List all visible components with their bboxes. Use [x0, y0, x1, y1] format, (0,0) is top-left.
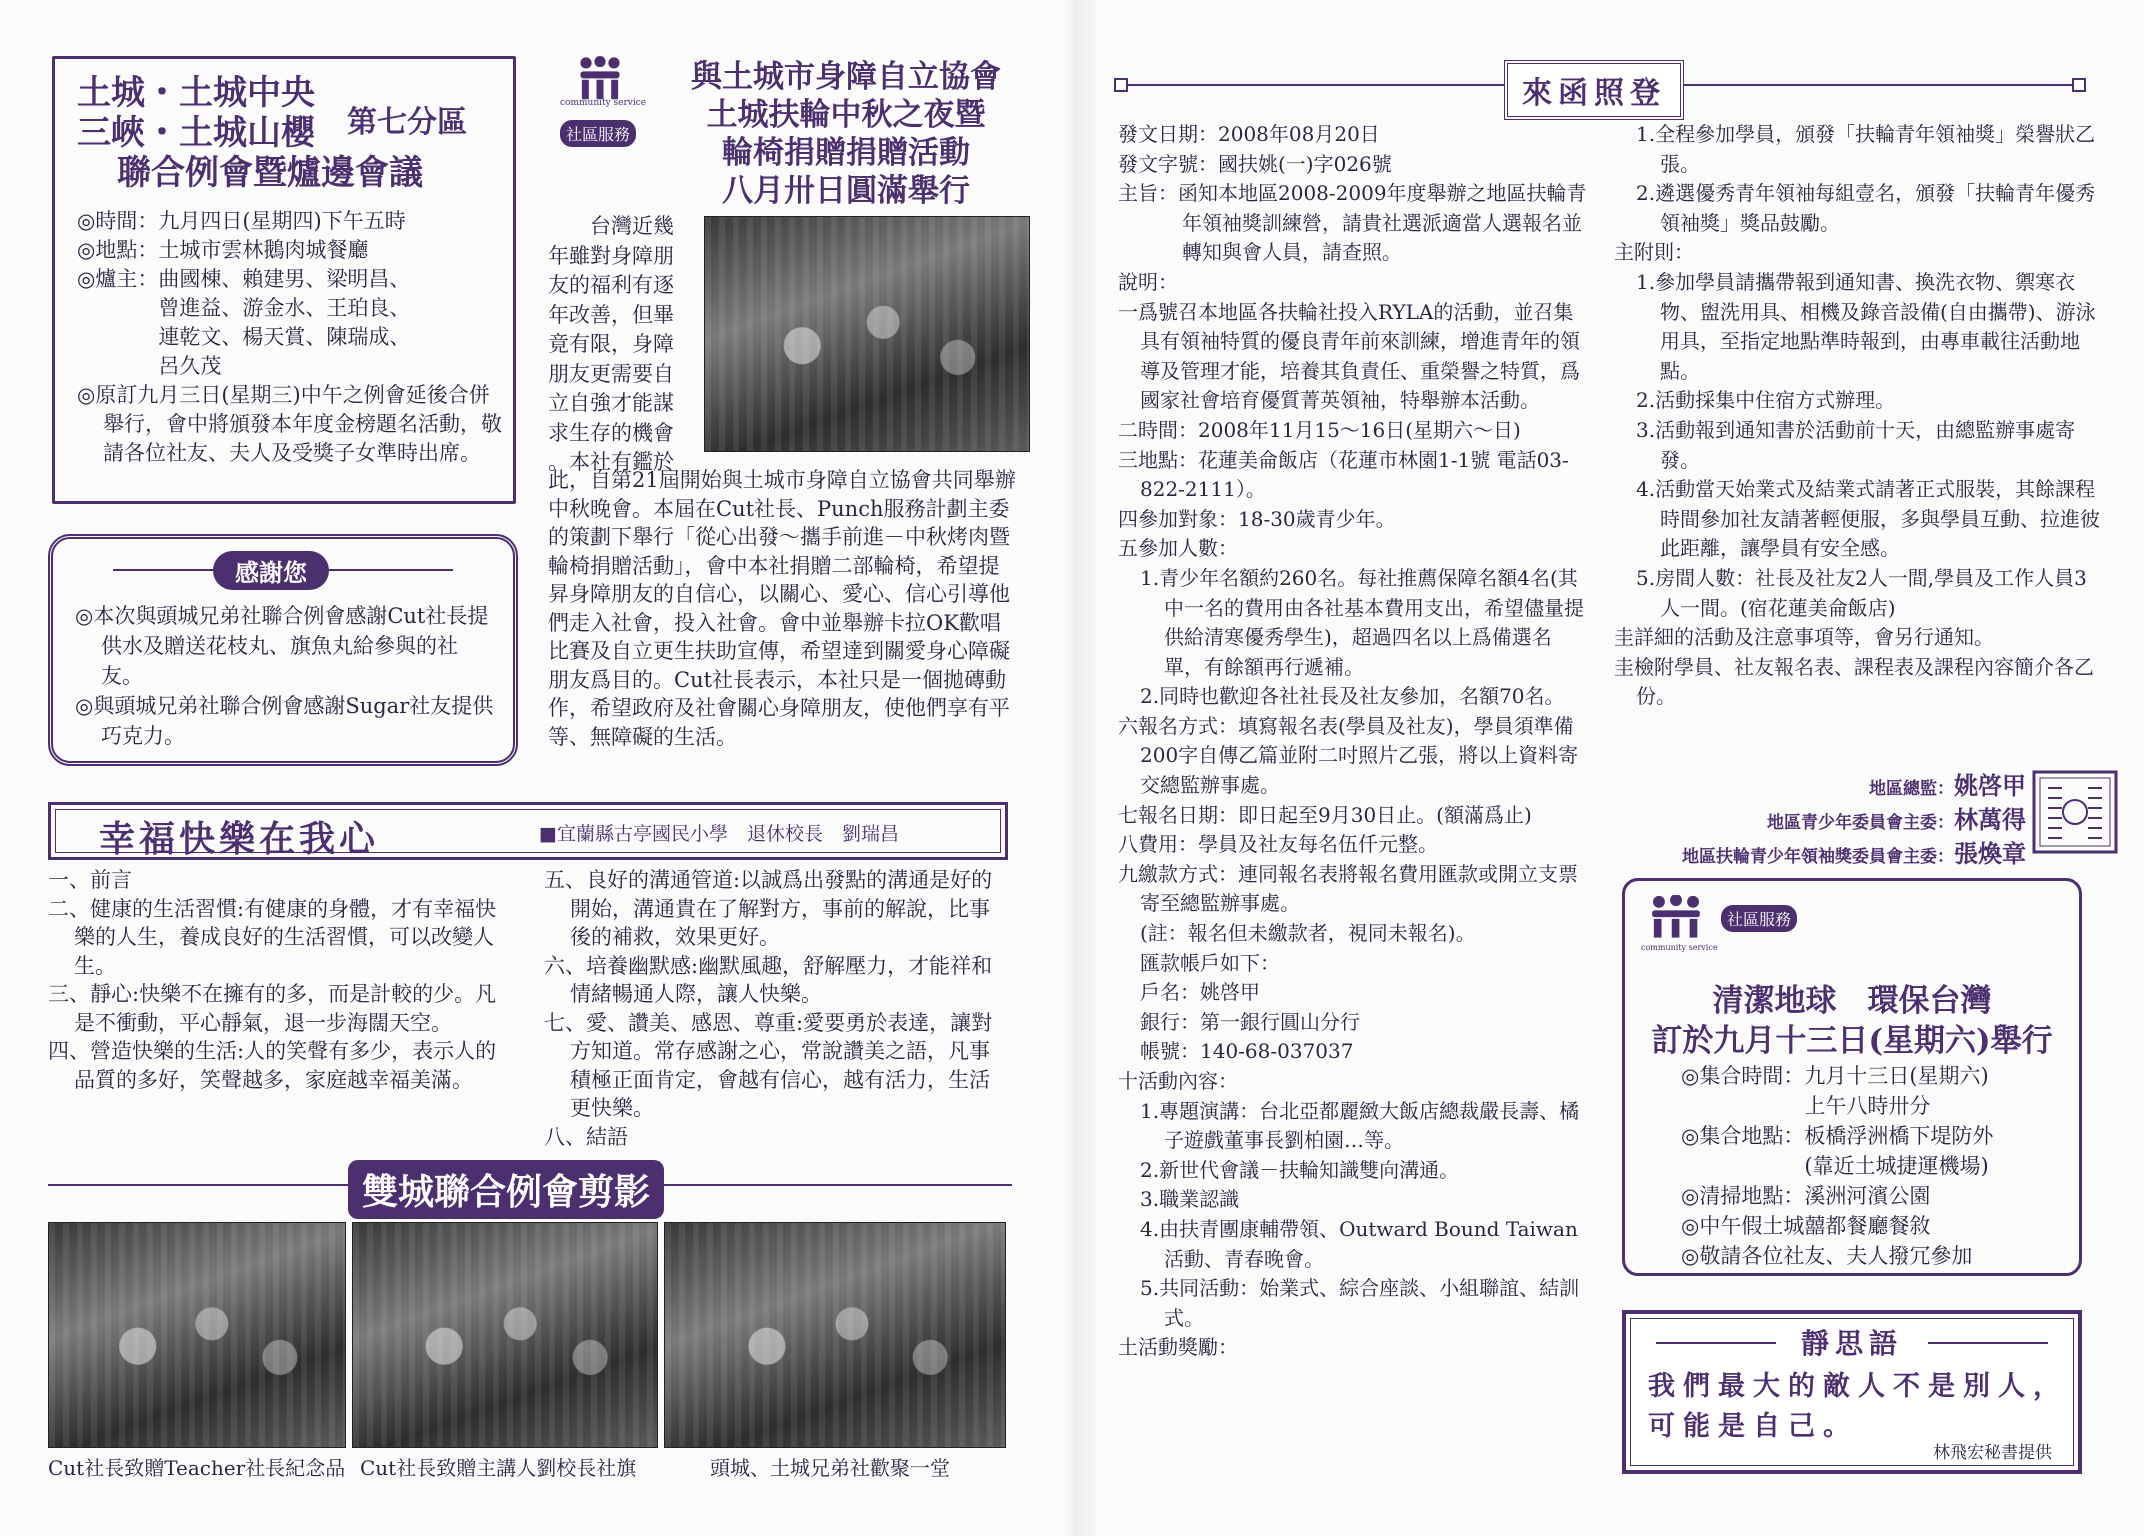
photos-title: 雙城聯合例會剪影 — [348, 1160, 664, 1219]
letter-paragraph: 2.同時也歡迎各社社長及社友參加，名額70名。 — [1140, 684, 1565, 709]
logo-caption: community service — [560, 98, 647, 108]
letter-paragraph: 主附則： — [1614, 240, 1694, 265]
letter-paragraph: 帳號：140-68-037037 — [1140, 1039, 1354, 1064]
letter-paragraph: 說明： — [1118, 269, 1178, 294]
letter-paragraph: 1.專題演講：台北亞都麗緻大飯店總裁嚴長壽、橘子遊戲董事長劉柏園…等。 — [1140, 1098, 1580, 1153]
happiness-title: 幸福快樂在我心 — [99, 818, 380, 860]
letter-paragraph: 四參加對象：18-30歲青少年。 — [1118, 506, 1396, 531]
letter-paragraph: (註：報名但未繳款者，視同未報名)。 — [1140, 921, 1476, 946]
letter-paragraph: 2.新世代會議－扶輪知識雙向溝通。 — [1140, 1157, 1460, 1182]
letter-paragraph: 九繳款方式：連同報名表將報名費用匯款或開立支票寄至總監辦事處。 — [1118, 861, 1578, 916]
left-page — [0, 0, 1060, 1536]
photo-1 — [48, 1222, 346, 1448]
letter-paragraph: 圭檢附學員、社友報名表、課程表及課程內容簡介各乙份。 — [1614, 654, 2094, 709]
cleanup-event-box — [1622, 878, 2082, 1276]
meeting-details — [77, 207, 507, 468]
article-narrow-text: 台灣近幾 年雖對身障朋 友的福利有逐 年改善，但畢 竟有限，身障 朋友更需要自 立自強才能謀 求生存的機會 。本社有鑑於 — [548, 214, 674, 474]
article-title: 與土城市身障自立協會 土城扶輪中秋之夜暨 輪椅捐贈捐贈活動 八月卅日圓滿舉行 — [691, 59, 1001, 209]
letter-paragraph: 一爲號召本地區各扶輪社投入RYLA的活動，並召集具有領袖特質的優良青年前來訓練，增進青年的領導及管理才能，培養其負責任、重榮譽之特質，爲國家社會培育優質菁英領袖，特舉辦本活動。 — [1118, 299, 1580, 413]
signature-label: 地區總監： — [1869, 779, 1954, 799]
letter-column-2 — [1614, 120, 2100, 712]
signature-label: 地區青少年委員會主委： — [1767, 813, 1954, 833]
letter-paragraph: 七報名日期：即日起至9月30日止。(額滿爲止) — [1118, 802, 1532, 827]
letter-paragraph: 2.遴選優秀青年領袖每組壹名，頒發「扶輪青年優秀領袖獎」獎品鼓勵。 — [1636, 181, 2096, 235]
letter-paragraph: 匯款帳戶如下： — [1140, 950, 1280, 975]
letter-header: 來函照登 — [1504, 60, 1684, 120]
letter-paragraph: 八費用：學員及社友每名伍仟元整。 — [1118, 832, 1438, 857]
cleanup-details: ◎集合時間： 九月十三日(星期六) 上午八時卅分 ◎集合地點： 板橋浮洲橋下堤防外 (靠近土城捷運機場) ◎清掃地點： 溪洲河濱公園 ◎中午假土城囍都餐廳餐敘 ◎敬請各位社友、夫人撥冗參加 — [1681, 1064, 1994, 1268]
letter-paragraph: 1.全程參加學員，頒發「扶輪青年領袖獎」榮譽狀乙張。 — [1636, 122, 2096, 176]
letter-paragraph: 五參加人數： — [1118, 536, 1238, 561]
letter-paragraph: 3.職業認識 — [1140, 1187, 1240, 1212]
people-icon — [1641, 895, 1711, 941]
photo-caption-2: Cut社長致贈主講人劉校長社旗 — [360, 1456, 637, 1480]
letter-paragraph: 2.活動採集中住宿方式辦理。 — [1636, 388, 1896, 413]
service-badge: 社區服務 — [560, 120, 636, 147]
letter-paragraph: 5.共同活動：始業式、綜合座談、小組聯誼、結訓式。 — [1140, 1276, 1580, 1330]
meeting-hosts: ◎爐主： 曲國棟、賴建男、梁明昌、 曾進益、游金水、王珀良、 連乾文、楊天賞、陳瑞成、 呂久茂 — [77, 267, 411, 378]
letter-paragraph: 4.由扶青團康輔帶領、Outward Bound Taiwan活動、青春晚會。 — [1140, 1216, 1578, 1271]
letter-paragraph: 土活動獎勵： — [1118, 1335, 1238, 1360]
photo-3 — [664, 1222, 1006, 1448]
meeting-place: ◎地點：土城市雲林鵝肉城餐廳 — [77, 238, 369, 262]
signature-label: 地區扶輪青少年領袖獎委員會主委： — [1682, 847, 1954, 867]
meeting-note: ◎原訂九月三日(星期三)中午之例會延後合併舉行，會中將頒發本年度金榜題名活動，敬請各位社友、夫人及受獎子女準時出席。 — [77, 383, 502, 465]
signature-name: 姚啓甲 — [1954, 771, 2026, 800]
community-service-logo — [560, 56, 646, 147]
cleanup-title: 清潔地球 環保台灣 — [1712, 983, 1992, 1019]
right-page — [1096, 0, 2144, 1536]
letter-paragraph: 發文字號：國扶姚(一)字026號 — [1118, 151, 1392, 176]
article-photo — [704, 216, 1030, 452]
letter-paragraph: 十活動內容： — [1118, 1069, 1238, 1093]
letter-paragraph: 1.青少年名額約260名。每社推薦保障名額4名(其中一名的費用由各社基本費用支出，希望儘量提供給清寒優秀學生)，超過四名以上爲備選名單，有餘額再行遞補。 — [1140, 565, 1584, 679]
thanks-item-1: ◎本次與頭城兄弟社聯合例會感謝Cut社長提供水及贈送花枝丸、旗魚丸給參與的社友。 — [75, 604, 489, 688]
jingsi-box — [1622, 1310, 2082, 1474]
jingsi-line-1: 我們最大的敵人不是別人， — [1648, 1371, 2068, 1402]
happiness-column-1: 一、前言 二、健康的生活習慣:有健康的身體，才有幸福快樂的人生，養成良好的生活習慣，可以改變人生。 三、靜心:快樂不在擁有的多，而是計較的少。凡是不衝動，平心靜氣，退一步海闊天空。 四、營造快樂的生活:人的笑聲有多少，表示人的品質的多好，笑聲越多，家庭越幸福美滿。 — [48, 868, 497, 1092]
letter-paragraph: 戶名：姚啓甲 — [1140, 980, 1260, 1005]
page-fold — [1060, 0, 1096, 1536]
photo-caption-1: Cut社長致贈Teacher社長紀念品 — [48, 1456, 346, 1480]
letter-paragraph: 二時間：2008年11月15～16日(星期六～日) — [1118, 417, 1521, 442]
meeting-title: 土城・土城中央 三峽・土城山櫻 聯合例會暨爐邊會議 — [77, 73, 423, 193]
thanks-title: 感謝您 — [213, 551, 329, 590]
letter-paragraph: 銀行：第一銀行圓山分行 — [1140, 1009, 1360, 1034]
thanks-box — [48, 534, 518, 766]
happiness-author: ■宜蘭縣古亭國民小學 退休校長 劉瑞昌 — [539, 823, 899, 845]
thanks-item-2: ◎與頭城兄弟社聯合例會感謝Sugar社友提供巧克力。 — [75, 694, 494, 748]
meeting-notice-box — [52, 56, 516, 504]
meeting-time: ◎時間：九月四日(星期四)下午五時 — [77, 209, 406, 233]
letter-paragraph: 六報名方式：填寫報名表(學員及社友)，學員須準備200字自傳乙篇並附二吋照片乙張，將以上資料寄交總監辦事處。 — [1118, 713, 1579, 798]
signature-name: 張煥章 — [1954, 839, 2026, 868]
service-badge: 社區服務 — [1721, 905, 1797, 932]
jingsi-line-2: 可能是自己。 — [1648, 1411, 1858, 1442]
zone-label: 第七分區 — [347, 105, 467, 140]
article-body: 此，自第21屆開始與土城市身障自立協會共同舉辦中秋晚會。本屆在Cut社長、Punch服務計劃主委的策劃下舉行「從心出發～攜手前進－中秋烤肉暨輪椅捐贈活動」，會中本社捐贈二部輪椅，希望提昇身障朋友的自信心，以關心、愛心、信心引導他們走入社會，投入社會。會中並舉辦卡拉OK歡唱比賽及自立更生扶助宣傳，希望達到關愛身心障礙朋友爲目的。Cut社長表示，本社只是一個拋磚動作，希望政府及社會關心身障朋友，使他們享有平等、無障礙的生活。 — [548, 468, 1016, 749]
cleanup-date: 訂於九月十三日(星期六)舉行 — [1651, 1023, 2053, 1059]
letter-column-1 — [1118, 120, 1588, 1363]
happiness-header — [48, 802, 1008, 860]
letter-paragraph: 主旨：函知本地區2008-2009年度舉辦之地區扶輪青年領袖獎訓練營，請貴社選派適當人選報名並轉知與會人員，請查照。 — [1118, 181, 1587, 265]
letter-paragraph: 圭詳細的活動及注意事項等，會另行通知。 — [1614, 625, 1994, 650]
signature-name: 林萬得 — [1954, 805, 2026, 834]
letter-paragraph: 發文日期：2008年08月20日 — [1118, 122, 1380, 146]
letter-paragraph: 1.參加學員請攜帶報到通知書、換洗衣物、禦寒衣物、盥洗用具、相機及錄音設備(自由攜帶)、游泳用具，至指定地點準時報到，由專車載往活動地點。 — [1636, 269, 2096, 383]
official-seal-icon — [2032, 770, 2118, 854]
signatures — [1606, 766, 2026, 868]
letter-paragraph: 3.活動報到通知書於活動前十天，由總監辦事處寄發。 — [1636, 417, 2076, 472]
happiness-column-2: 五、良好的溝通管道:以誠爲出發點的溝通是好的開始，溝通貴在了解對方，事前的解說，比事後的補救，效果更好。 六、培養幽默感:幽默風趣，舒解壓力，才能祥和情緒暢通人際，讓人快樂。 七、愛、讚美、感恩、尊重:愛要勇於表達，讓對方知道。常存感謝之心，常說讚美之語，凡事積極正面肯定，會越有信心，越有活力，生活更快樂。 八、結語 — [544, 868, 993, 1149]
photo-caption-3: 頭城、土城兄弟社歡聚一堂 — [710, 1456, 950, 1480]
logo-caption: community service — [1641, 943, 1718, 952]
jingsi-credit: 林飛宏秘書提供 — [1933, 1443, 2052, 1463]
photo-2 — [352, 1222, 658, 1448]
letter-paragraph: 4.活動當天始業式及結業式請著正式服裝，其餘課程時間參加社友請著輕便服，多與學員互動、拉進彼此距離，讓學員有安全感。 — [1636, 477, 2100, 561]
letter-paragraph: 5.房間人數：社長及社友2人一間,學員及工作人員3人一間。(宿花蓮美侖飯店) — [1636, 565, 2087, 620]
letter-paragraph: 三地點：花蓮美侖飯店（花蓮市林園1-1號 電話03-822-2111）。 — [1118, 447, 1569, 502]
jingsi-title: 靜思語 — [1800, 1327, 1903, 1360]
